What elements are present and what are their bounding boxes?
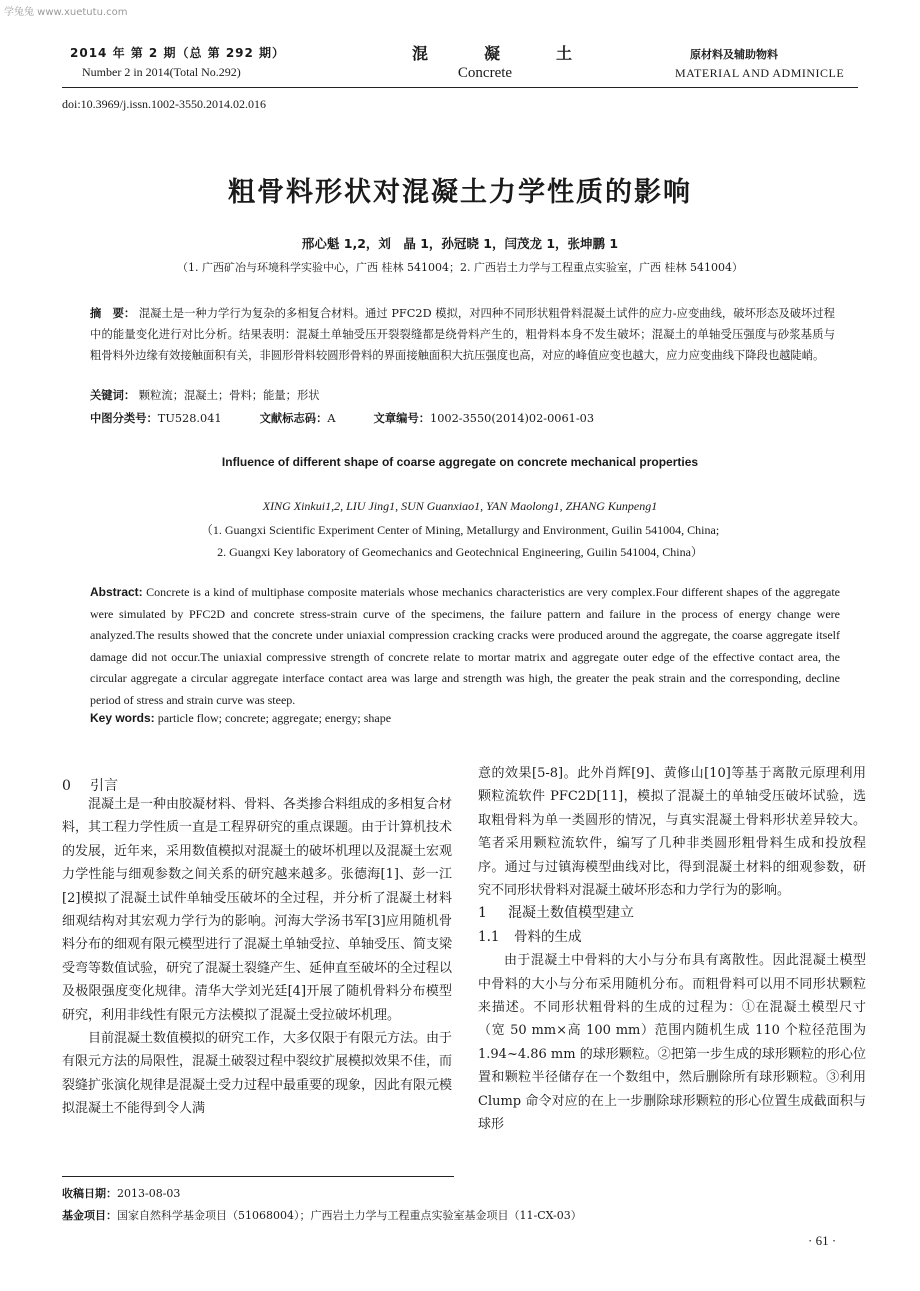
left-paragraph-2: 目前混凝土数值模拟的研究工作，大多仅限于有限元方法。由于有限元方法的局限性，混凝土破裂过程中裂纹扩展模拟效果不佳，而裂缝扩张演化规律是混凝土受力过程中最重要的现象，因此有限元模拟混凝土不能得到令人满 — [62, 1031, 453, 1117]
affiliation-en-1: （1. Guangxi Scientific Experiment Center of Mining, Metallurgy and Environment, Guilin 541004, China; — [200, 523, 720, 537]
keywords-zh-label: 关键词： — [90, 389, 136, 402]
doc-code-label: 文献标志码： — [259, 412, 328, 425]
journal-title-en: Concrete — [457, 65, 513, 81]
abstract-zh-text: 混凝土是一种力学行为复杂的多相复合材料。通过 PFC2D 模拟，对四种不同形状粗骨料混凝土试件的应力-应变曲线，破坏形态及破坏过程中的能量变化进行对比分析。结果表明：混凝土单轴受压开裂裂缝都是绕骨料产生的，粗骨料本身不发生破坏；混凝土的单轴受压强度与砂浆基质与粗骨料外边缘有效接触面积有关，非圆形骨料较圆形骨料的界面接触面积大抗压强度也高，对应的峰值应变也越大，应力应变曲线下降段也越陡峭。 — [90, 307, 835, 362]
intro-heading-text: 引言 — [90, 778, 118, 794]
affiliation-en-2: 2. Guangxi Key laboratory of Geomechanics and Geotechnical Engineering, Guilin 541004, China） — [217, 545, 703, 559]
abstract-en-label: Abstract: — [90, 585, 143, 599]
header-rule — [62, 87, 858, 88]
right-column — [478, 762, 866, 1137]
journal-char-2: 凝 — [483, 44, 500, 63]
paper-title-en: Influence of different shape of coarse aggregate on concrete mechanical properties — [221, 455, 699, 469]
section-1-num: 1 — [478, 905, 487, 922]
received-date — [62, 1185, 180, 1201]
doc-code-value: A — [327, 412, 336, 425]
classification-line — [90, 410, 835, 426]
intro-heading-num: 0 — [62, 778, 71, 794]
right-paragraph-1: 意的效果[5-8]。此外肖辉[9]、黄修山[10]等基于离散元原理利用颗粒流软件 PFC2D[11]，模拟了混凝土的单轴受压破坏试验，选取粗骨料为单一类圆形的情况，与真实混凝土骨料形状差异较大。笔者采用颗粒流软件，编写了几种非类圆形粗骨料生成和投放程序。通过与过镇海模型曲线对比，得到混凝土材料的细观参数，研究不同形状骨料对混凝土破坏形态和力学行为的影响。 — [478, 766, 866, 899]
section-1-1-text: 骨料的生成 — [514, 928, 582, 945]
right-paragraph-2: 由于混凝土中骨料的大小与分布具有离散性。因此混凝土模型中骨料的大小与分布采用随机分布。而粗骨料可以用不同形状颗粒来描述。不同形状粗骨料的生成的过程为：①在混凝土模型尺寸（宽 50 mm×高 100 mm）范围内随机生成 110 个粒径范围为 1.94~4.86 mm 的球形颗粒。②把第一步生成的球形颗粒的形心位置和颗粒半径储存在一个数组中，然后删除所有球形颗粒。③利用 Clump 命令对应的在上一步删除球形颗粒的形心位置生成截面积与球形 — [478, 953, 866, 1133]
journal-char-1: 混 — [412, 44, 429, 63]
intro-heading — [62, 775, 118, 795]
authors-zh: 邢心魁 1,2，刘 晶 1，孙冠晓 1，闫茂龙 1，张坤鹏 1 — [301, 236, 619, 251]
affiliation-zh: （1. 广西矿冶与环境科学实验中心，广西 桂林 541004；2. 广西岩土力学与工程重点实验室，广西 桂林 541004） — [177, 261, 743, 274]
journal-title-zh — [412, 41, 572, 64]
column-en: MATERIAL AND ADMINICLE — [675, 66, 845, 80]
received-label: 收稿日期： — [62, 1187, 117, 1200]
fund-value: 国家自然科学基金项目（51068004）；广西岩土力学与工程重点实验室基金项目（11-CX-03） — [117, 1209, 582, 1222]
issue-zh: 2014 年 第 2 期（总 第 292 期） — [70, 46, 286, 60]
abstract-zh — [90, 303, 835, 366]
section-1-1-num: 1.1 — [478, 928, 500, 945]
keywords-zh-text: 颗粒流；混凝土；骨料；能量；形状 — [138, 389, 320, 402]
left-column — [62, 793, 452, 1121]
doi: doi:10.3969/j.issn.1002-3550.2014.02.016 — [62, 97, 267, 111]
keywords-en-text: particle flow; concrete; aggregate; energy; shape — [157, 711, 392, 725]
article-no-label: 文章编号： — [373, 412, 431, 425]
abstract-zh-label: 摘 要： — [90, 307, 136, 320]
clc-label: 中图分类号： — [90, 412, 158, 425]
fund-label: 基金项目： — [62, 1209, 117, 1222]
keywords-en — [90, 711, 391, 726]
column-zh: 原材料及辅助物料 — [690, 48, 778, 61]
received-value: 2013-08-03 — [117, 1187, 181, 1200]
keywords-en-label: Key words: — [90, 711, 155, 725]
footnote-rule — [62, 1176, 454, 1177]
issue-en: Number 2 in 2014(Total No.292) — [82, 65, 241, 79]
watermark: 学兔兔 www.xuetutu.com — [4, 7, 128, 18]
fund-project — [62, 1207, 582, 1223]
journal-char-3: 土 — [555, 44, 572, 63]
clc-value: TU528.041 — [157, 412, 222, 425]
article-no-value: 1002-3550(2014)02-0061-03 — [430, 412, 595, 425]
section-1-text: 混凝土数值模型建立 — [508, 905, 634, 922]
page-number: · 61 · — [808, 1233, 837, 1248]
abstract-en-text: Concrete is a kind of multiphase composite materials whose mechanics characteristics are very complex.Four different shapes of the aggregate were simulated by PFC2D and concrete stress-strain curve of the specimens, the failure pattern and failure in the process of energy change were analyzed.The results showed that the concrete under uniaxial compression cracking cracks were produced around the aggregate, the coarse aggregate itself damage did not occur.The uniaxial compressive strength of concrete relate to mortar matrix and aggregate outer edge of the effective contact area, the circular aggregate a circular aggregate interface contact area was large and strength was high, the greater the peak strain and the corresponding, decline period of stress and strain curve was steep. — [90, 585, 841, 707]
section-1-1-heading — [478, 926, 866, 949]
abstract-en — [90, 582, 840, 711]
authors-en: XING Xinkui1,2, LIU Jing1, SUN Guanxiao1, YAN Maolong1, ZHANG Kunpeng1 — [262, 499, 658, 513]
paper-title-zh: 粗骨料形状对混凝土力学性质的影响 — [228, 177, 692, 208]
left-paragraph-1: 混凝土是一种由胶凝材料、骨料、各类掺合料组成的多相复合材料，其工程力学性质一直是工程界研究的重点课题。由于计算机技术的发展，近年来，采用数值模拟对混凝土的破坏机理以及混凝土宏观力学性能与细观参数之间关系的研究越来越多。张德海[1]、彭一江[2]模拟了混凝土试件单轴受压破坏的全过程，并分析了混凝土材料细观结构对其宏观力学行为的影响。河海大学汤书军[3]应用随机骨料分布的细观有限元模型进行了混凝土单轴受拉、单轴受压、简支梁受弯等数值试验，研究了混凝土裂缝产生、延伸直至破坏的全过程以及极限强度变化规律。清华大学刘光廷[4]开展了随机骨料分布模型研究，利用非线性有限元方法模拟了混凝土受拉破坏机理。 — [62, 797, 453, 1023]
keywords-zh — [90, 387, 320, 403]
section-1-heading — [478, 902, 866, 925]
